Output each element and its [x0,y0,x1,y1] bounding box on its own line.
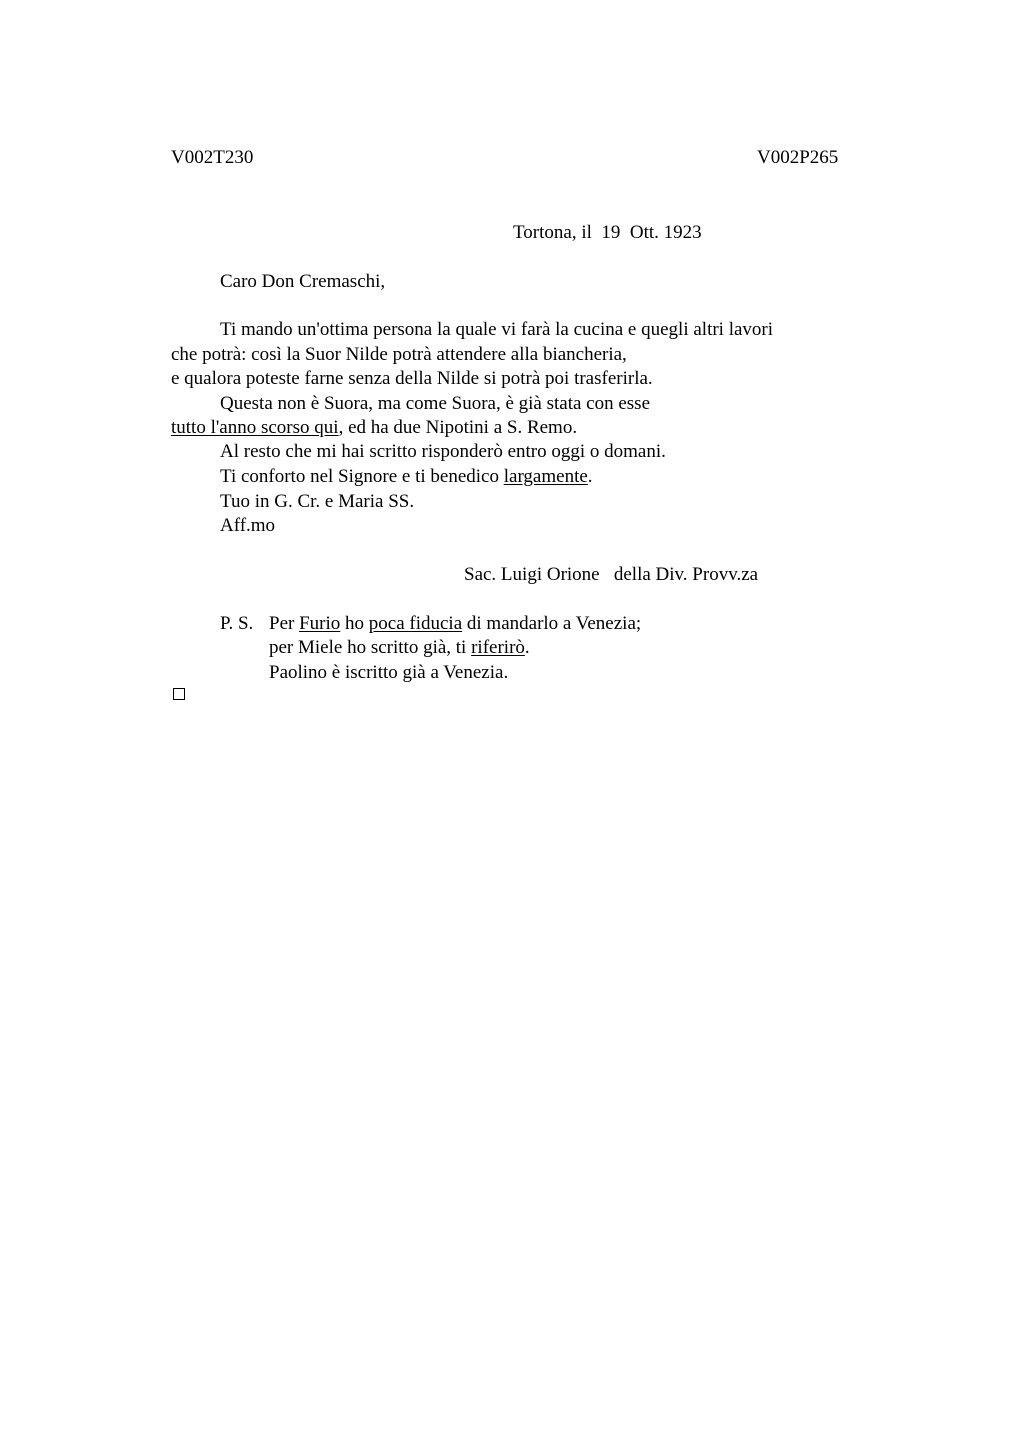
signature: Sac. Luigi Orione della Div. Provv.za [464,564,759,585]
underlined-text: tutto l'anno scorso qui [171,417,339,438]
underlined-text: riferirò [471,637,525,658]
line-text: . [587,466,593,487]
line-text: Ti conforto nel Signore e ti benedico [220,466,504,487]
line-text: ho [340,613,369,634]
paragraph-1-line-3: e qualora poteste farne senza della Nilde si potrà poi trasferirla. [171,368,653,389]
line-text: . [524,637,530,658]
end-marker-box-icon [173,688,185,700]
closing-line-2: Aff.mo [220,515,276,536]
salutation: Caro Don Cremaschi, [220,271,386,292]
paragraph-3-line-1: Al resto che mi hai scritto risponderò entro oggi o domani. [220,441,666,462]
postscript-label: P. S. [220,613,254,634]
line-text: , ed ha due Nipotini a S. Remo. [338,417,578,438]
line-text: per Miele ho scritto già, ti [269,637,472,658]
date-line: Tortona, il 19 Ott. 1923 [513,222,702,243]
underlined-text: Furio [299,613,341,634]
postscript-line-2 [269,636,530,660]
postscript-line-3: Paolino è iscritto già a Venezia. [269,662,509,683]
paragraph-2-line-2 [171,416,577,440]
line-text: di mandarlo a Venezia; [462,613,642,634]
paragraph-2-line-1: Questa non è Suora, ma come Suora, è già stata con esse [220,393,651,414]
paragraph-1-line-1: Ti mando un'ottima persona la quale vi farà la cucina e quegli altri lavori [220,319,774,340]
document-code-right: V002P265 [757,147,839,168]
underlined-text: largamente [503,466,588,487]
paragraph-3-line-2 [220,465,593,489]
paragraph-1-line-2: che potrà: così la Suor Nilde potrà attendere alla biancheria, [171,344,627,365]
postscript-line-1 [269,612,641,636]
closing-line-1: Tuo in G. Cr. e Maria SS. [220,491,415,512]
underlined-text: poca fiducia [368,613,463,634]
line-text: Per [269,613,300,634]
document-code-left: V002T230 [171,147,254,168]
